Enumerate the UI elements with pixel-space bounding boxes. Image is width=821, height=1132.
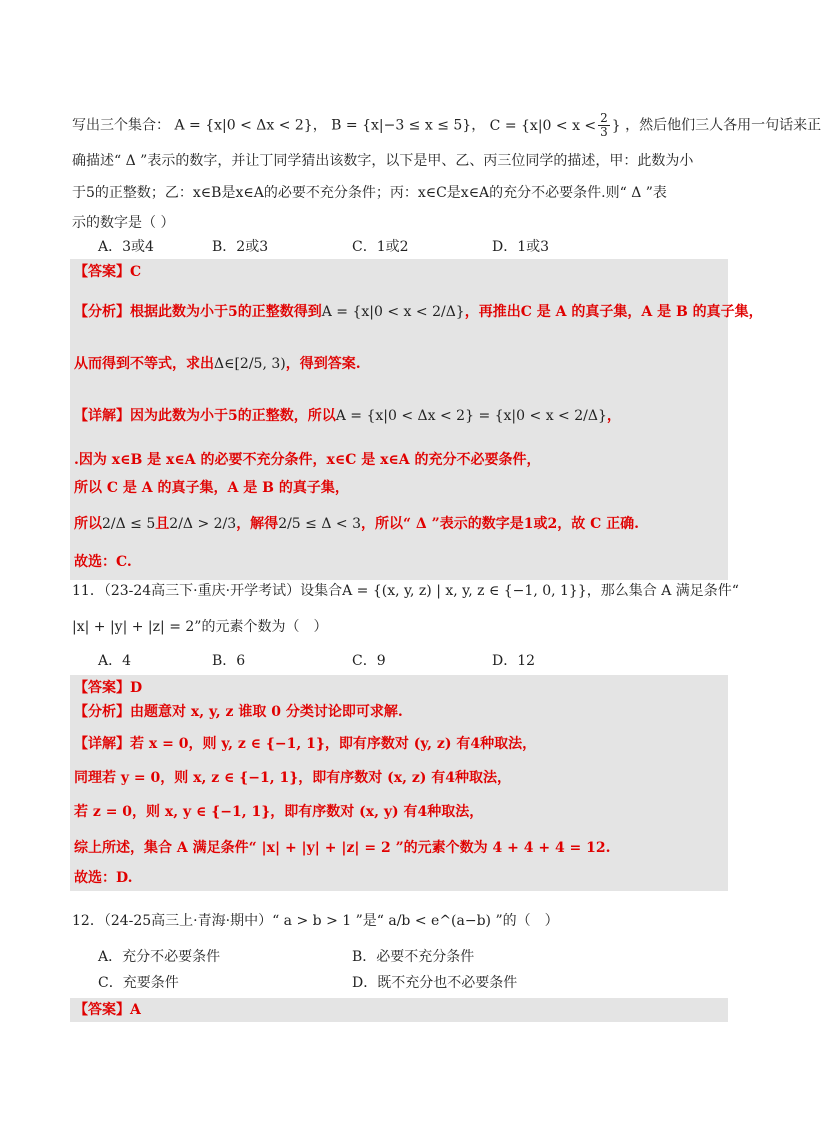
q10-option-d: D．1或3 (492, 239, 550, 255)
q12-option-b: B．必要不充分条件 (352, 949, 475, 965)
q10-set-c: C = {x|0 < x < $\frac{2}{3}$ } (489, 111, 621, 139)
q10-answer: C (130, 264, 142, 280)
q12-option-a: A．充分不必要条件 (98, 949, 221, 965)
q10-choice-line: 故选：C. (74, 554, 132, 570)
q11-choice-line: 故选：D. (74, 870, 133, 886)
q11-option-a: A．4 (98, 653, 132, 669)
q12-line-1: 12．（24-25高三上·青海·期中）“ a > b > 1 ”是“ a/b < e^(a−b) ”的（ ） (72, 913, 559, 929)
q10-detail-line-4: 所以2/Δ ≤ 5且2/Δ > 2/3，解得2/5 ≤ Δ < 3，所以“ Δ ”表示的数字是1或2，故 C 正确. (74, 516, 639, 532)
q10-set-b: B = {x|−3 ≤ x ≤ 5} (331, 117, 472, 134)
q11-answer-line: 【答案】D (74, 680, 143, 696)
q10-intro: 写出三个集合： (72, 117, 170, 134)
q11-condition: |x| + |y| + |z| = 2 (72, 619, 195, 635)
q11-answer-block (70, 675, 728, 891)
q10-option-b: B．2或3 (212, 239, 269, 255)
q12-answer-line: 【答案】A (74, 1002, 141, 1018)
q10-detail-line-3: 所以 C 是 A 的真子集，A 是 B 的真子集， (74, 480, 349, 496)
q10-line-1: 写出三个集合： A = {x|0 < Δx < 2}， B = {x|−3 ≤ x ≤ 5}， C = {x|0 < x < $\frac{2}{3}$ } ，然后他们三人各用一句话来正 (72, 111, 821, 139)
q11-option-b: B．6 (212, 653, 246, 669)
q11-detail-line-3: 若 z = 0，则 x, y ∈ {−1, 1}，即有序数对 (x, y) 有4种取法， (74, 804, 484, 820)
q10-answer-block (70, 259, 763, 580)
q11-option-d: D．12 (492, 653, 536, 669)
q10-answer-line: 【答案】C (74, 264, 142, 280)
q10-line-4: 示的数字是（ ） (72, 215, 175, 231)
q11-option-c: C．9 (352, 653, 386, 669)
q12-option-c: C．充要条件 (98, 975, 179, 991)
q10-detail-line-1: 【详解】因为此数为小于5的正整数，所以A = {x|0 < Δx < 2} = {x|0 < x < 2/Δ}， (74, 408, 621, 424)
q12-answer: A (130, 1002, 141, 1018)
q10-option-a: A．3或4 (98, 239, 154, 255)
q11-detail-line-1: 【详解】若 x = 0，则 y, z ∈ {−1, 1}，即有序数对 (y, z) 有4种取法， (74, 736, 537, 752)
q10-line-3: 于5的正整数；乙：x∈B是x∈A的必要不充分条件；丙：x∈C是x∈A的充分不必要条件.则“ Δ ”表 (72, 185, 667, 201)
q11-line-2: |x| + |y| + |z| = 2”的元素个数为（ ） (72, 619, 328, 635)
q10-detail-line-2: .因为 x∈B 是 x∈A 的必要不充分条件，x∈C 是 x∈A 的充分不必要条件， (74, 452, 541, 468)
q10-option-c: C．1或2 (352, 239, 409, 255)
q11-line-1: 11．（23-24高三下·重庆·开学考试）设集合A = {(x, y, z) | x, y, z ∈ {−1, 0, 1}}，那么集合 A 满足条件“ (72, 583, 739, 599)
q10-line-2: 确描述“ Δ ”表示的数字，并让丁同学猜出该数字，以下是甲、乙、丙三位同学的描述，甲：此数为小 (72, 153, 694, 169)
q10-line1-tail: ，然后他们三人各用一句话来正 (625, 117, 821, 134)
q10-analysis-line-2: 从而得到不等式，求出Δ∈[2/5, 3)，得到答案. (74, 356, 361, 372)
q12-option-d: D．既不充分也不必要条件 (352, 975, 518, 991)
q11-detail-line-4: 综上所述，集合 A 满足条件“ |x| + |y| + |z| = 2 ”的元素个数为 4 + 4 + 4 = 12. (74, 840, 611, 856)
q11-answer: D (130, 680, 143, 696)
q10-analysis-line-1: 【分析】根据此数为小于5的正整数得到A = {x|0 < x < 2/Δ}，再推出C 是 A 的真子集，A 是 B 的真子集， (74, 304, 763, 320)
q11-set: A = {(x, y, z) | x, y, z ∈ {−1, 0, 1}} (342, 583, 587, 599)
q11-detail-line-2: 同理若 y = 0，则 x, z ∈ {−1, 1}，即有序数对 (x, z) 有4种取法， (74, 770, 512, 786)
q10-set-a: A = {x|0 < Δx < 2} (174, 117, 313, 134)
q11-analysis-line: 【分析】由题意对 x, y, z 谁取 0 分类讨论即可求解. (74, 704, 403, 720)
q12-answer-block (70, 998, 728, 1022)
